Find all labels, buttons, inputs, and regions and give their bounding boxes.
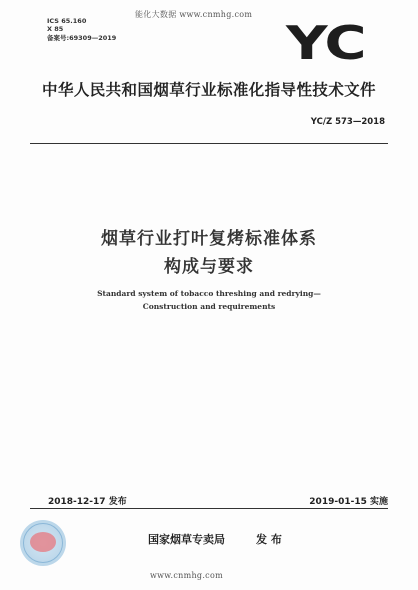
seal-center (30, 532, 56, 552)
issuer-name: 国家烟草专卖局 (148, 533, 225, 546)
title-cn-line2: 构成与要求 (164, 257, 254, 277)
classification-codes (47, 17, 116, 42)
title-en-line2: Construction and requirements (142, 302, 276, 311)
footer-divider (30, 508, 388, 509)
title-cn-line1: 烟草行业打叶复烤标准体系 (101, 229, 317, 249)
record-number: 备案号:69309—2019 (47, 33, 117, 42)
document-number: YC/Z 573—2018 (310, 117, 385, 127)
yc-logo: YC (286, 16, 366, 70)
watermark-top: 能化大数据 www.cnmhg.com (135, 10, 253, 19)
header-divider (30, 143, 388, 144)
implement-date: 2019-01-15 实施 (309, 497, 388, 507)
ics-code: ICS 65.160 (47, 17, 87, 25)
watermark-bottom: www.cnmhg.com (150, 571, 223, 580)
issue-label: 发 布 (256, 533, 282, 546)
ccs-code: X 85 (47, 25, 64, 34)
issuing-system-title: 中华人民共和国烟草行业标准化指导性技术文件 (42, 81, 376, 99)
title-en-line1: Standard system of tobacco threshing and redrying— (97, 289, 321, 298)
publish-date: 2018-12-17 发布 (48, 497, 127, 507)
seal-stamp-icon (20, 520, 66, 566)
